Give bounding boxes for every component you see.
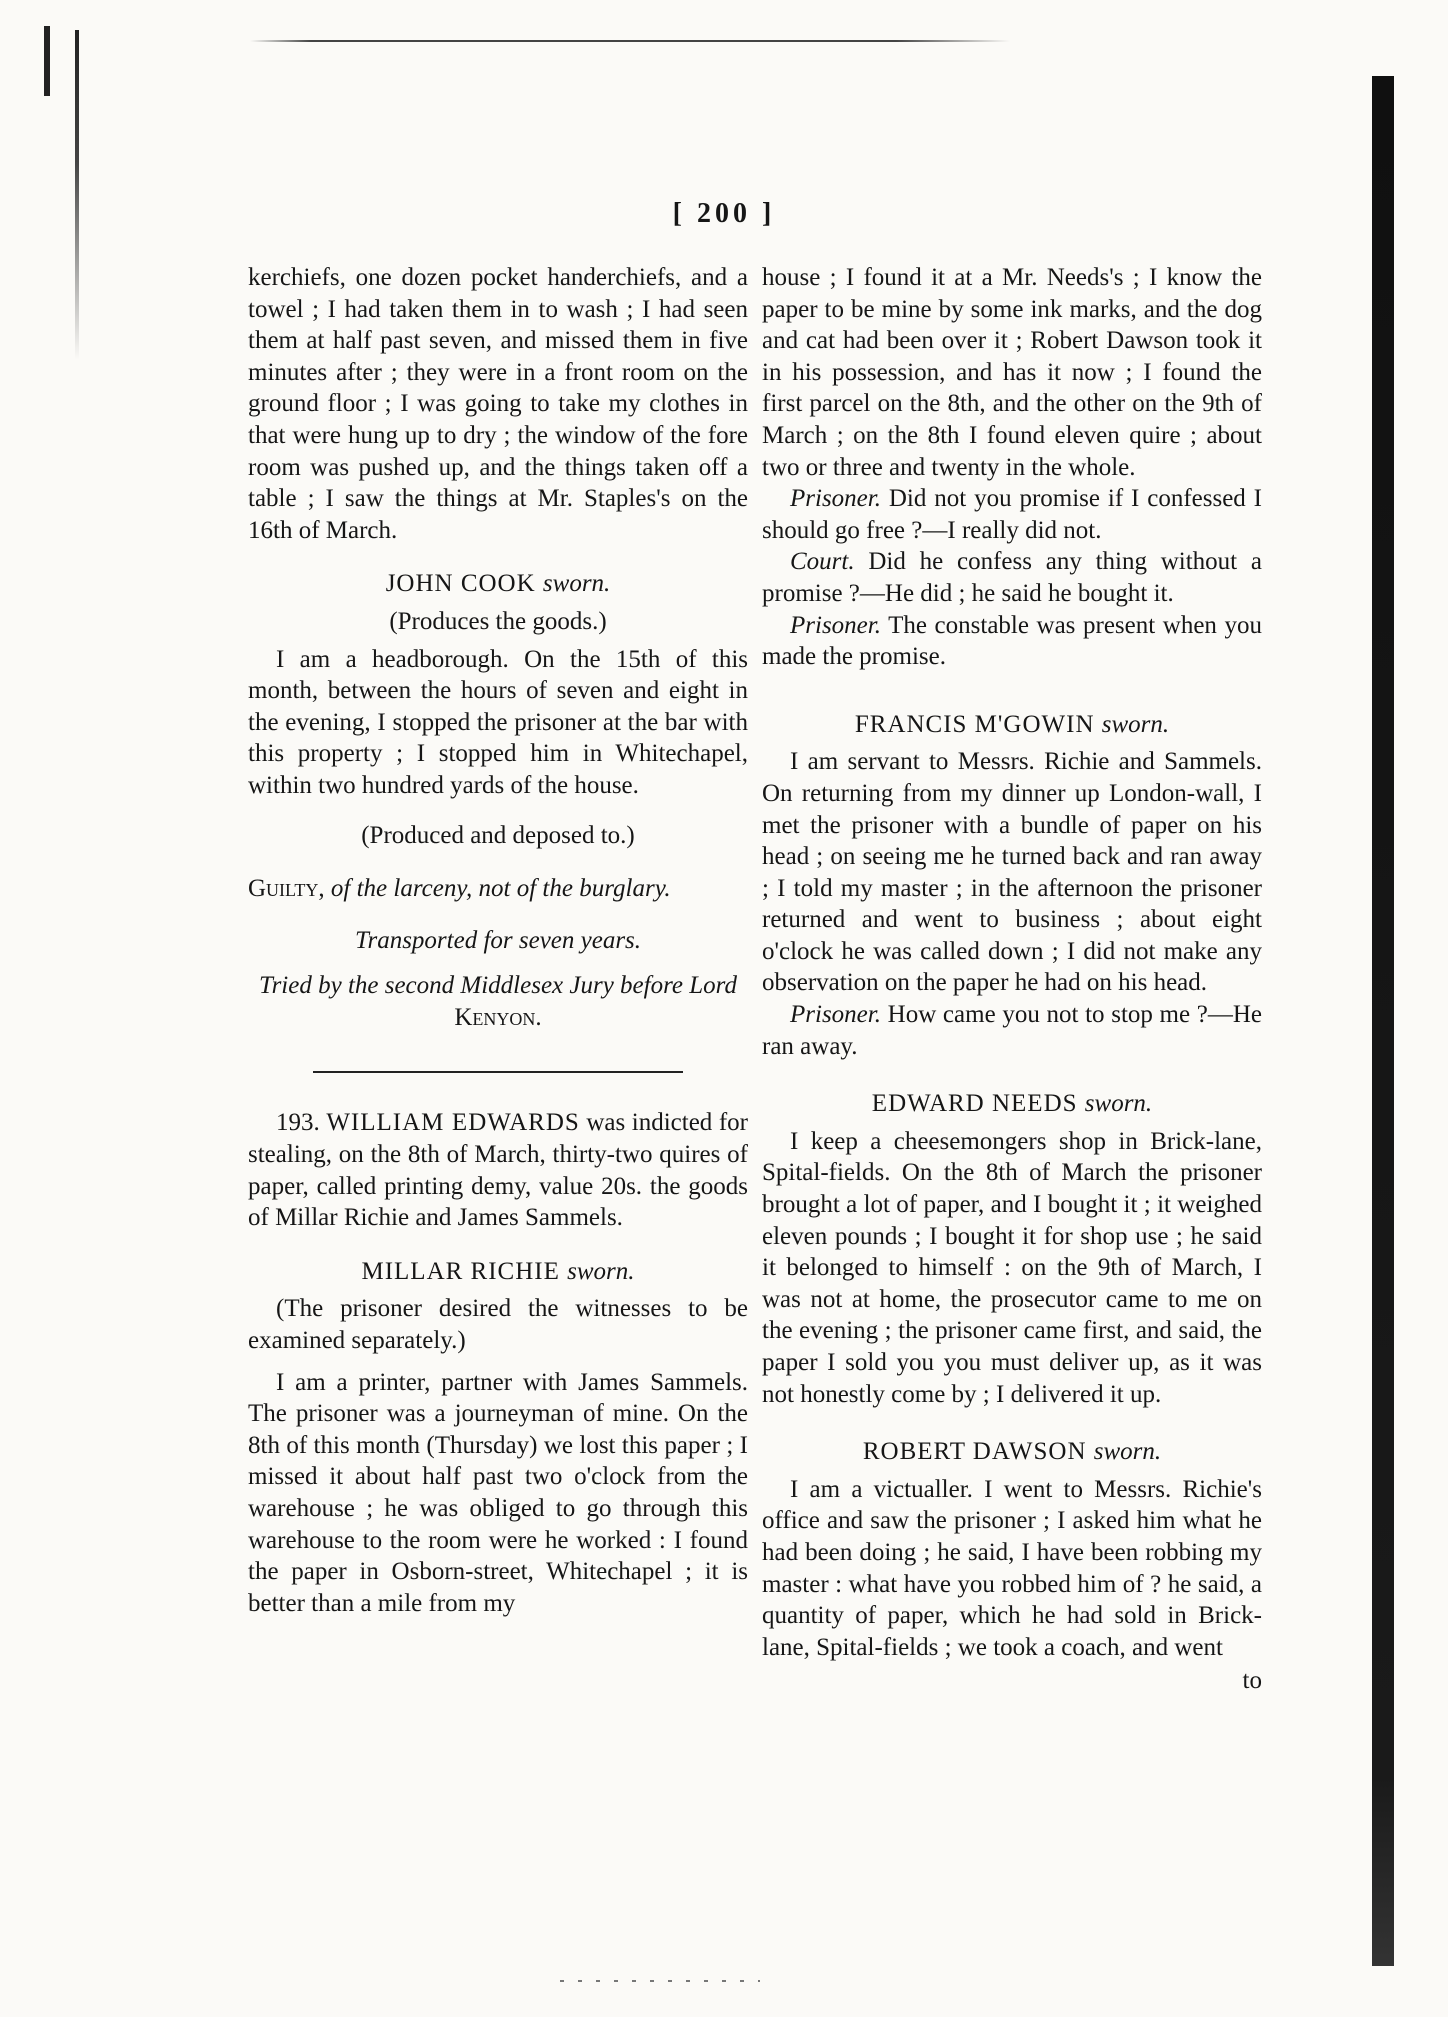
witness-heading-cook <box>248 568 748 600</box>
sworn-label: sworn. <box>1084 1090 1153 1118</box>
opening-paragraph: kerchiefs, one dozen pocket handerchiefs, and a towel ; I had taken them in to wash ; I had seen them at half past seven, and missed them in five minutes after ; they were in a front room on the ground floor ; I was going to take my clothes in that were hung up to dry ; the window of the fore room was pushed up, and the things taken off a table ; I saw the things at Mr. Staples's on the 16th of March. <box>248 264 748 544</box>
cook-testimony: I am a headborough. On the 15th of this month, between the hours of seven and eight in the evening, I stopped the prisoner at the bar with this property ; I stopped him in Whitechapel, within two hundred yards of the house. <box>248 645 748 799</box>
scan-left-stem <box>75 30 79 360</box>
richie-testimony: I am a printer, partner with James Sammels. The prisoner was a journeyman of mine. On the 8th of this month (Thursday) we lost this paper ; I missed it about half past two o'clock from the warehouse ; he was obliged to go through this warehouse to the room were he worked : I found the paper in Osborn-street, Whitechapel ; it is better than a mile from my <box>248 1368 748 1617</box>
witness-name: EDWARD NEEDS <box>871 1090 1078 1118</box>
qa-text: The constable was present when you made the promise. <box>762 611 1262 671</box>
speaker-label: Prisoner. <box>790 485 881 513</box>
page-number: [ 200 ] <box>672 198 776 229</box>
produces-note: (Produces the goods.) <box>389 607 607 635</box>
witness-heading-dawson <box>762 1436 1262 1468</box>
witness-heading-mcgowin <box>762 709 1262 741</box>
qa-text: Did he confess any thing without a promise ?—He did ; he said he bought it. <box>762 548 1262 607</box>
qa-line <box>762 546 1262 609</box>
sentence: Transported for seven years. <box>354 926 642 954</box>
sworn-label: sworn. <box>567 1257 635 1285</box>
qa-line <box>762 999 1262 1062</box>
sworn-label: sworn. <box>1101 710 1170 738</box>
scan-top-rule <box>250 40 1010 42</box>
judge-name: Kenyon. <box>454 1003 542 1031</box>
qa-text: How came you not to stop me ?—He ran away. <box>762 1001 1263 1060</box>
left-column <box>248 262 748 1619</box>
tried-text: Tried by the second Middlesex Jury before Lord <box>259 972 737 1000</box>
indictment-text: was indicted for stealing, on the 8th of March, thirty-two quires of paper, called printing demy, value 20s. the goods of Millar Richie and James Sammels. <box>248 1109 749 1232</box>
witness-heading-richie <box>248 1256 748 1288</box>
verdict <box>248 873 748 905</box>
case-193 <box>248 1107 748 1233</box>
witness-heading-needs <box>762 1088 1262 1120</box>
continuation-paragraph: house ; I found it at a Mr. Needs's ; I know the paper to be mine by some ink marks, and the dog and cat had been over it ; Robert Dawson took it in his possession, and has it now ; I found the first parcel on the 8th, and the other on the 9th of March ; on the 8th I found eleven quire ; about two or three and twenty in the whole. <box>762 264 1262 481</box>
needs-testimony: I keep a cheesemongers shop in Brick-lane, Spital-fields. On the 8th of March the prisoner brought a lot of paper, and I bought it ; it weighed eleven pounds ; I bought it for shop use ; he said it belonged to himself : on the 9th of March, I was not at home, the prosecutor came to me on the evening ; the prisoner came first, and said, the paper I sold you you must deliver up, as it was not honestly come by ; I delivered it up. <box>762 1127 1262 1408</box>
scan-right-edge <box>1372 76 1394 1966</box>
scan-bottom-rule <box>560 1980 760 1982</box>
witness-name: MILLAR RICHIE <box>361 1257 560 1285</box>
scan-left-edge <box>44 26 50 96</box>
qa-line <box>762 610 1262 673</box>
verdict-guilty: Guilty, <box>248 875 325 903</box>
qa-line <box>762 483 1262 546</box>
catchword: to <box>1242 1667 1262 1695</box>
mcgowin-testimony: I am servant to Messrs. Richie and Sammels. On returning from my dinner up London-wall, I met the prisoner with a bundle of paper on his head ; on seeing me he turned back and ran away ; I told my master ; in the afternoon the prisoner returned and went to business ; about eight o'clock he was called down ; I did not make any observation on the paper he had on his head. <box>762 748 1262 997</box>
sworn-label: sworn. <box>1093 1438 1162 1466</box>
section-divider <box>313 1071 683 1073</box>
verdict-detail: of the larceny, not of the burglary. <box>330 875 671 903</box>
speaker-label: Court. <box>790 548 855 576</box>
produced-note: (Produced and deposed to.) <box>361 821 635 849</box>
right-column <box>762 262 1262 1697</box>
speaker-label: Prisoner. <box>790 611 881 639</box>
qa-text: Did not you promise if I confessed I should go free ?—I really did not. <box>762 485 1263 544</box>
speaker-label: Prisoner. <box>790 1001 881 1029</box>
richie-note: (The prisoner desired the witnesses to be examined separately.) <box>248 1295 748 1355</box>
defendant-name: WILLIAM EDWARDS <box>326 1109 580 1137</box>
witness-name: FRANCIS M'GOWIN <box>854 710 1095 738</box>
sworn-label: sworn. <box>542 570 611 598</box>
dawson-testimony: I am a victualler. I went to Messrs. Richie's office and saw the prisoner ; I asked him what he had been doing ; he said, I have been robbing my master : what have you robbed him of ? he said, a quantity of paper, which he had sold in Brick-lane, Spital-fields ; we took a coach, and went <box>762 1475 1262 1661</box>
witness-name: JOHN COOK <box>385 570 536 598</box>
case-number: 193. <box>276 1109 320 1137</box>
witness-name: ROBERT DAWSON <box>862 1438 1087 1466</box>
tried-before <box>248 970 748 1033</box>
